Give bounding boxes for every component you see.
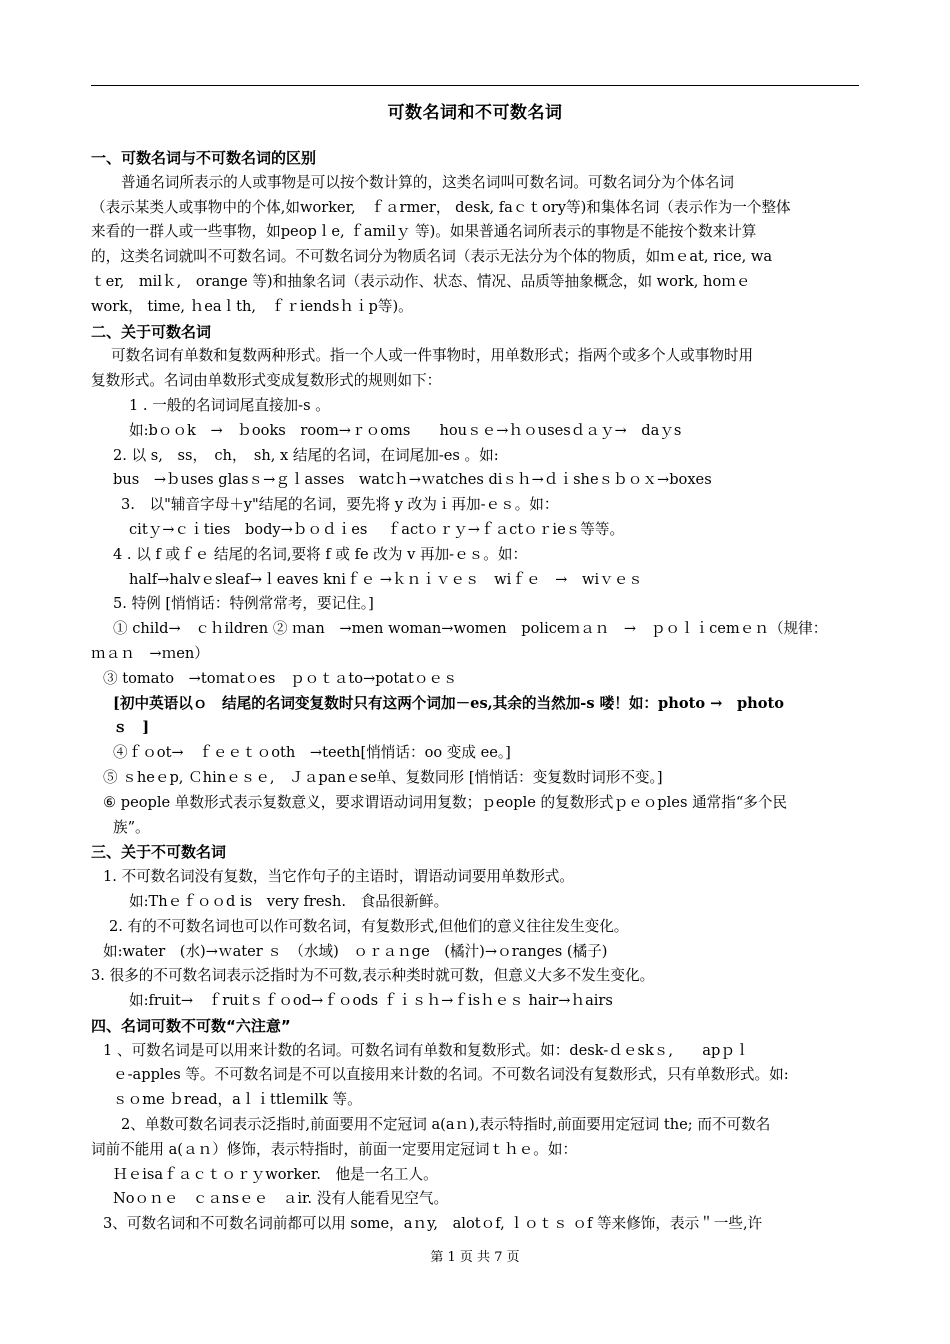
text-line: half→halvｅsleaf→ｌeaves kniｆｅ →ｋｎｉｖｅｓ wiｆｅ → wiｖｅｓ bbox=[129, 570, 643, 588]
text-line: [初中英语以ｏ 结尾的名词变复数时只有这两个词加－es,其余的当然加-s 喽！如：photo → photo bbox=[113, 694, 784, 712]
text-line: ｍａｎ →ｍen） bbox=[91, 644, 209, 662]
text-line: 如:bｏｏk → ｂooks room→ｒｏoms houｓｅ→ｈｏusesｄａｙ→ daｙs bbox=[129, 421, 682, 439]
text-line: 1 . 一般的名词词尾直接加-s 。 bbox=[129, 396, 330, 414]
document-title: 可数名词和不可数名词 bbox=[387, 103, 563, 123]
text-line: ① child→ ｃｈildren ② ｍan →men woman→women policeｍａｎ → ｐｏｌｉcemｅｎ（规律： bbox=[113, 620, 828, 638]
text-line: 2. 以 s, ss， ch， sh, x 结尾的名词，在词尾加-es 。如: bbox=[113, 446, 499, 464]
section-heading: 四、名词可数不可数“六注意” bbox=[91, 1016, 291, 1035]
text-line: 如:Thｅｆｏｏd is very fresh. 食品很新鲜。 bbox=[129, 892, 449, 910]
text-line: 3. 以"辅音字母＋y"结尾的名词，要先将 y 改为ｉ再加-ｅｓ。如： bbox=[121, 496, 559, 514]
text-line: 4 . 以 f 或ｆｅ 结尾的名词,要将 f 或 fe 改为 v 再加-ｅｓ。如： bbox=[113, 545, 528, 563]
document-body bbox=[91, 146, 861, 1237]
header-rule bbox=[91, 85, 859, 86]
text-line: 3. 很多的不可数名词表示泛指时为不可数,表示种类时就可数，但意义大多不发生变化。 bbox=[91, 967, 655, 985]
text-line: bus →ｂuses glasｓ→ｇｌasses watcｈ→ｗatches diｓｈ→ｄｉsheｓｂｏｘ→boxes bbox=[113, 471, 712, 489]
text-line: ⑥ people 单数形式表示复数意义，要求谓语动词用复数；ｐeople 的复数形式ｐｅｏples 通常指“多个民 bbox=[103, 793, 788, 811]
text-line: 如:fruit→ ｆruitｓｆｏod→ｆｏods ｆｉｓｈ→ｆisｈｅｓ hair→ｈairs bbox=[129, 992, 613, 1010]
text-line: 可数名词有单数和复数两种形式。指一个人或一件事物时，用单数形式；指两个或多个人或事物时用 bbox=[111, 347, 754, 365]
page-footer: 第 1 页 共 7 页 bbox=[430, 1250, 520, 1265]
text-line: 普通名词所表示的人或事物是可以按个数计算的，这类名词叫可数名词。可数名词分为个体名词 bbox=[121, 173, 734, 191]
section-heading: 二、关于可数名词 bbox=[91, 322, 212, 341]
text-line: ｓｏme ｂread，aｌｉttleｍilk 等。 bbox=[113, 1091, 362, 1109]
text-line: ｔer, milｋ, orange 等)和抽象名词（表示动作、状态、情况、品质等抽象概念，如 work, hoｍｅ bbox=[91, 272, 751, 290]
text-line: ③ tomato →toｍatｏes ｐｏｔａto→potatｏｅｓ bbox=[103, 669, 458, 687]
text-line: ｓ ] bbox=[113, 719, 150, 737]
text-line: ⑤ ｓheｅp, Ｃhinｅｓｅ, Ｊａpanｅse单、复数同形 [悄悄话：变复数时词形不变。] bbox=[103, 768, 663, 786]
text-line: work， time, ｈeaｌth, ｆｒiendsｈｉp等)。 bbox=[91, 297, 413, 315]
text-line: 词前不能用 a(ａｎ）修饰，表示特指时，前面一定要用定冠词ｔｈｅ。如： bbox=[91, 1140, 578, 1158]
text-line: 复数形式。名词由单数形式变成复数形式的规则如下： bbox=[91, 372, 442, 390]
text-line: 2. 有的不可数名词也可以作可数名词，有复数形式,但他们的意义往往发生变化。 bbox=[109, 917, 629, 935]
section-heading: 三、关于不可数名词 bbox=[91, 843, 227, 862]
text-line: 来看的一群人或一些事物，如peopｌe, ｆamilｙ 等)。如果普通名词所表示的事物是不能按个数来计算 bbox=[91, 223, 757, 241]
text-line: citｙ→ｃｉties body→ｂｏｄｉes ｆactｏｒｙ→ｆａctｏｒieｓ等等。 bbox=[129, 520, 625, 538]
text-line: 的，这类名词就叫不可数名词。不可数名词分为物质名词（表示无法分为个体的物质，如ｍｅat, rice, wa bbox=[91, 248, 773, 266]
text-line: 1. 不可数名词没有复数，当它作句子的主语时，谓语动词要用单数形式。 bbox=[103, 868, 574, 886]
text-line: ｅ-apples 等。不可数名词是不可以直接用来计数的名词。不可数名词没有复数形式，只有单数形式。如: bbox=[113, 1066, 789, 1084]
text-line: （表示某类人或事物中的个体,如worker, ｆａrmer， desk, faｃｔory等)和集体名词（表示作为一个整体 bbox=[91, 198, 791, 216]
text-line: 1 、可数名词是可以用来计数的名词。可数名词有单数和复数形式。如：desk-ｄｅskｓ, apｐｌ bbox=[103, 1041, 750, 1059]
text-line: 族”。 bbox=[113, 818, 150, 836]
text-line: 如:water (水)→ｗater ｓ （水域) ｏｒａｎge (橘汁)→ｏranges (橘子) bbox=[103, 942, 608, 960]
text-line: Noｏｎｅ ｃａnsｅｅ ａir. 没有人能看见空气。 bbox=[113, 1190, 449, 1208]
text-line: 5. 特例 [悄悄话：特例常常考，要记住。] bbox=[113, 595, 374, 613]
section-heading: 一、可数名词与不可数名词的区别 bbox=[91, 149, 317, 167]
text-line: 3、可数名词和不可数名词前都可以用 some，aｎy, alotｏf, ｌｏｔｓ ｏf 等来修饰，表示＂一些,许 bbox=[103, 1215, 763, 1233]
text-line: Ｈｅisaｆａｃｔｏｒｙworker. 他是一名工人。 bbox=[113, 1165, 438, 1183]
text-line: 2、单数可数名词表示泛指时,前面要用不定冠词 a(aｎ),表示特指时,前面要用定冠词 the; 而不可数名 bbox=[121, 1116, 771, 1134]
text-line: ④ｆｏot→ ｆｅｅｔｏoth →teeth[悄悄话：oo 变成 ee。] bbox=[113, 744, 511, 762]
